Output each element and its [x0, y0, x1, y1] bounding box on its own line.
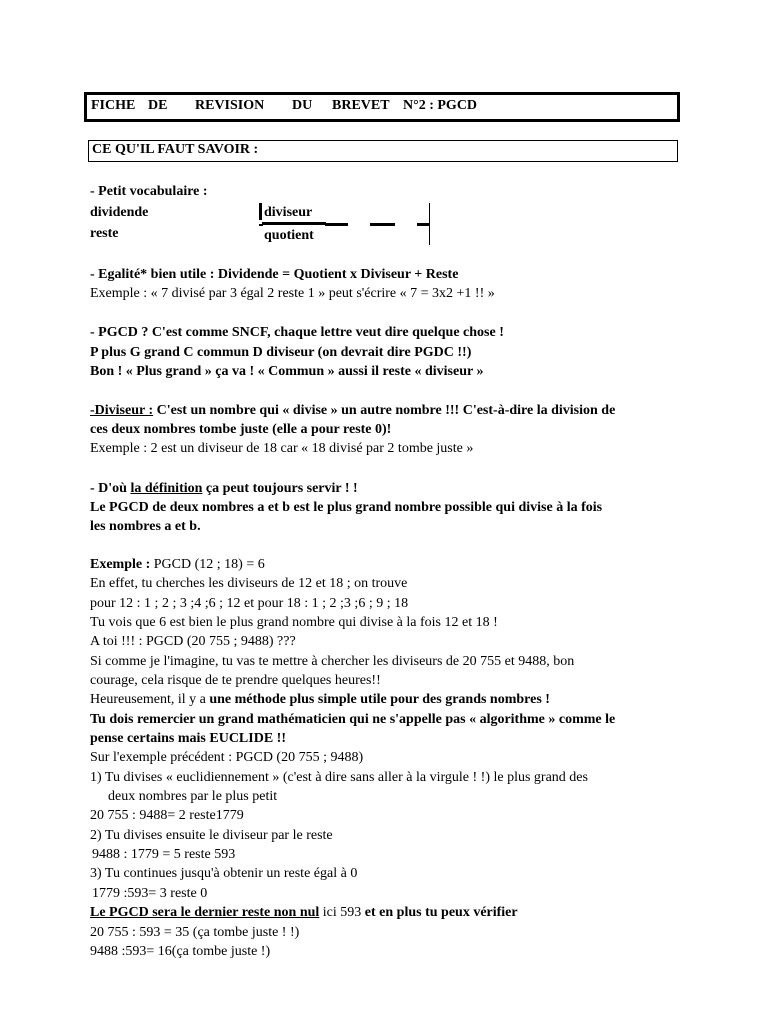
step-3: 3) Tu continues jusqu'à obtenir un reste égal à 0: [90, 866, 358, 881]
division-bar-3: [370, 223, 395, 226]
exemple-line1: [90, 556, 265, 574]
exemple-line8-plain: Heureusement, il y a: [90, 692, 210, 707]
step-1b: deux nombres par le plus petit: [108, 789, 278, 804]
vocab-quotient: quotient: [264, 228, 314, 243]
section-header-box: [88, 140, 678, 162]
definition-line3: les nombres a et b.: [90, 519, 201, 534]
exemple-value: PGCD (12 ; 18) = 6: [150, 557, 265, 572]
diviseur-example: Exemple : 2 est un diviseur de 18 car « 18 divisé par 2 tombe juste »: [90, 441, 474, 456]
exemple-line5: A toi !!! : PGCD (20 755 ; 9488) ???: [90, 634, 296, 649]
exemple-line11: Sur l'exemple précédent : PGCD (20 755 ; 9488): [90, 750, 364, 765]
exemple-line10: pense certains mais EUCLIDE !!: [90, 731, 286, 746]
exemple-line8-bold: une méthode plus simple utile pour des grands nombres !: [209, 692, 550, 707]
title-word: DE: [148, 98, 168, 113]
section-header: CE QU'IL FAUT SAVOIR :: [92, 142, 259, 157]
vocab-dividende: dividende: [90, 205, 149, 220]
vocab-reste: reste: [90, 226, 119, 241]
conclusion-underlined: Le PGCD sera le dernier reste non nul: [90, 905, 320, 920]
result-2: 9488 : 1779 = 5 reste 593: [92, 847, 236, 862]
result-3: 1779 :593= 3 reste 0: [92, 886, 208, 901]
exemple-line9: Tu dois remercier un grand mathématicien qui ne s'appelle pas « algorithme » comme le: [90, 712, 616, 727]
diviseur-def-text1: C'est un nombre qui « divise » un autre nombre !!! C'est-à-dire la division de: [153, 403, 616, 418]
egalite-line: - Egalité* bien utile : Dividende = Quotient x Diviseur + Reste: [90, 267, 459, 282]
division-left-bar: [259, 203, 262, 220]
conclusion-line: [90, 904, 518, 922]
division-bar-2: [325, 223, 348, 226]
exemple-line3: pour 12 : 1 ; 2 ; 3 ;4 ;6 ; 12 et pour 18 : 1 ; 2 ;3 ;6 ; 9 ; 18: [90, 596, 409, 611]
step-2: 2) Tu divises ensuite le diviseur par le reste: [90, 828, 333, 843]
egalite-example: Exemple : « 7 divisé par 3 égal 2 reste 1 » peut s'écrire « 7 = 3x2 +1 !! »: [90, 286, 495, 301]
division-right-bar: [429, 203, 430, 245]
vocab-diviseur: diviseur: [264, 205, 313, 220]
definition-line2: Le PGCD de deux nombres a et b est le plus grand nombre possible qui divise à la fois: [90, 500, 603, 515]
step-1a: 1) Tu divises « euclidiennement » (c'est à dire sans aller à la virgule ! !) le plus grand des: [90, 770, 588, 785]
definition-prefix: - D'où: [90, 481, 131, 496]
exemple-line4: Tu vois que 6 est bien le plus grand nombre qui divise à la fois 12 et 18 !: [90, 615, 498, 630]
exemple-label: Exemple :: [90, 557, 151, 572]
title-box: [84, 92, 680, 122]
diviseur-def-line1: [90, 402, 615, 420]
verify-1: 20 755 : 593 = 35 (ça tombe juste ! !): [90, 925, 300, 940]
title-word: N°2 : PGCD: [403, 98, 478, 113]
title-word: FICHE: [91, 98, 136, 113]
pgcd-intro-3: Bon ! « Plus grand » ça va ! « Commun » aussi il reste « diviseur »: [90, 364, 484, 379]
diviseur-label: -Diviseur :: [90, 403, 154, 418]
division-bar-1: [262, 222, 326, 225]
verify-2: 9488 :593= 16(ça tombe juste !): [90, 944, 271, 959]
title-word: REVISION: [195, 98, 265, 113]
definition-heading: [90, 480, 358, 498]
title-word: BREVET: [332, 98, 390, 113]
diviseur-def-line2: ces deux nombres tombe juste (elle a pour reste 0)!: [90, 422, 392, 437]
definition-underlined: la définition: [130, 481, 203, 496]
pgcd-intro-2: P plus G grand C commun D diviseur (on devrait dire PGDC !!): [90, 345, 472, 360]
exemple-line8: [90, 691, 550, 709]
definition-suffix: ça peut toujours servir ! !: [202, 481, 358, 496]
exemple-line2: En effet, tu cherches les diviseurs de 12 et 18 ; on trouve: [90, 576, 408, 591]
vocab-heading: - Petit vocabulaire :: [90, 184, 208, 199]
conclusion-bold: et en plus tu peux vérifier: [361, 905, 518, 920]
pgcd-intro-1: - PGCD ? C'est comme SNCF, chaque lettre veut dire quelque chose !: [90, 325, 504, 340]
result-1: 20 755 : 9488= 2 reste1779: [90, 808, 244, 823]
title-word: DU: [292, 98, 313, 113]
exemple-line7: courage, cela risque de te prendre quelques heures!!: [90, 673, 381, 688]
exemple-line6: Si comme je l'imagine, tu vas te mettre à chercher les diviseurs de 20 755 et 9488, bon: [90, 654, 575, 669]
division-bar-4: [417, 223, 429, 226]
conclusion-mid: ici 593: [319, 905, 362, 920]
